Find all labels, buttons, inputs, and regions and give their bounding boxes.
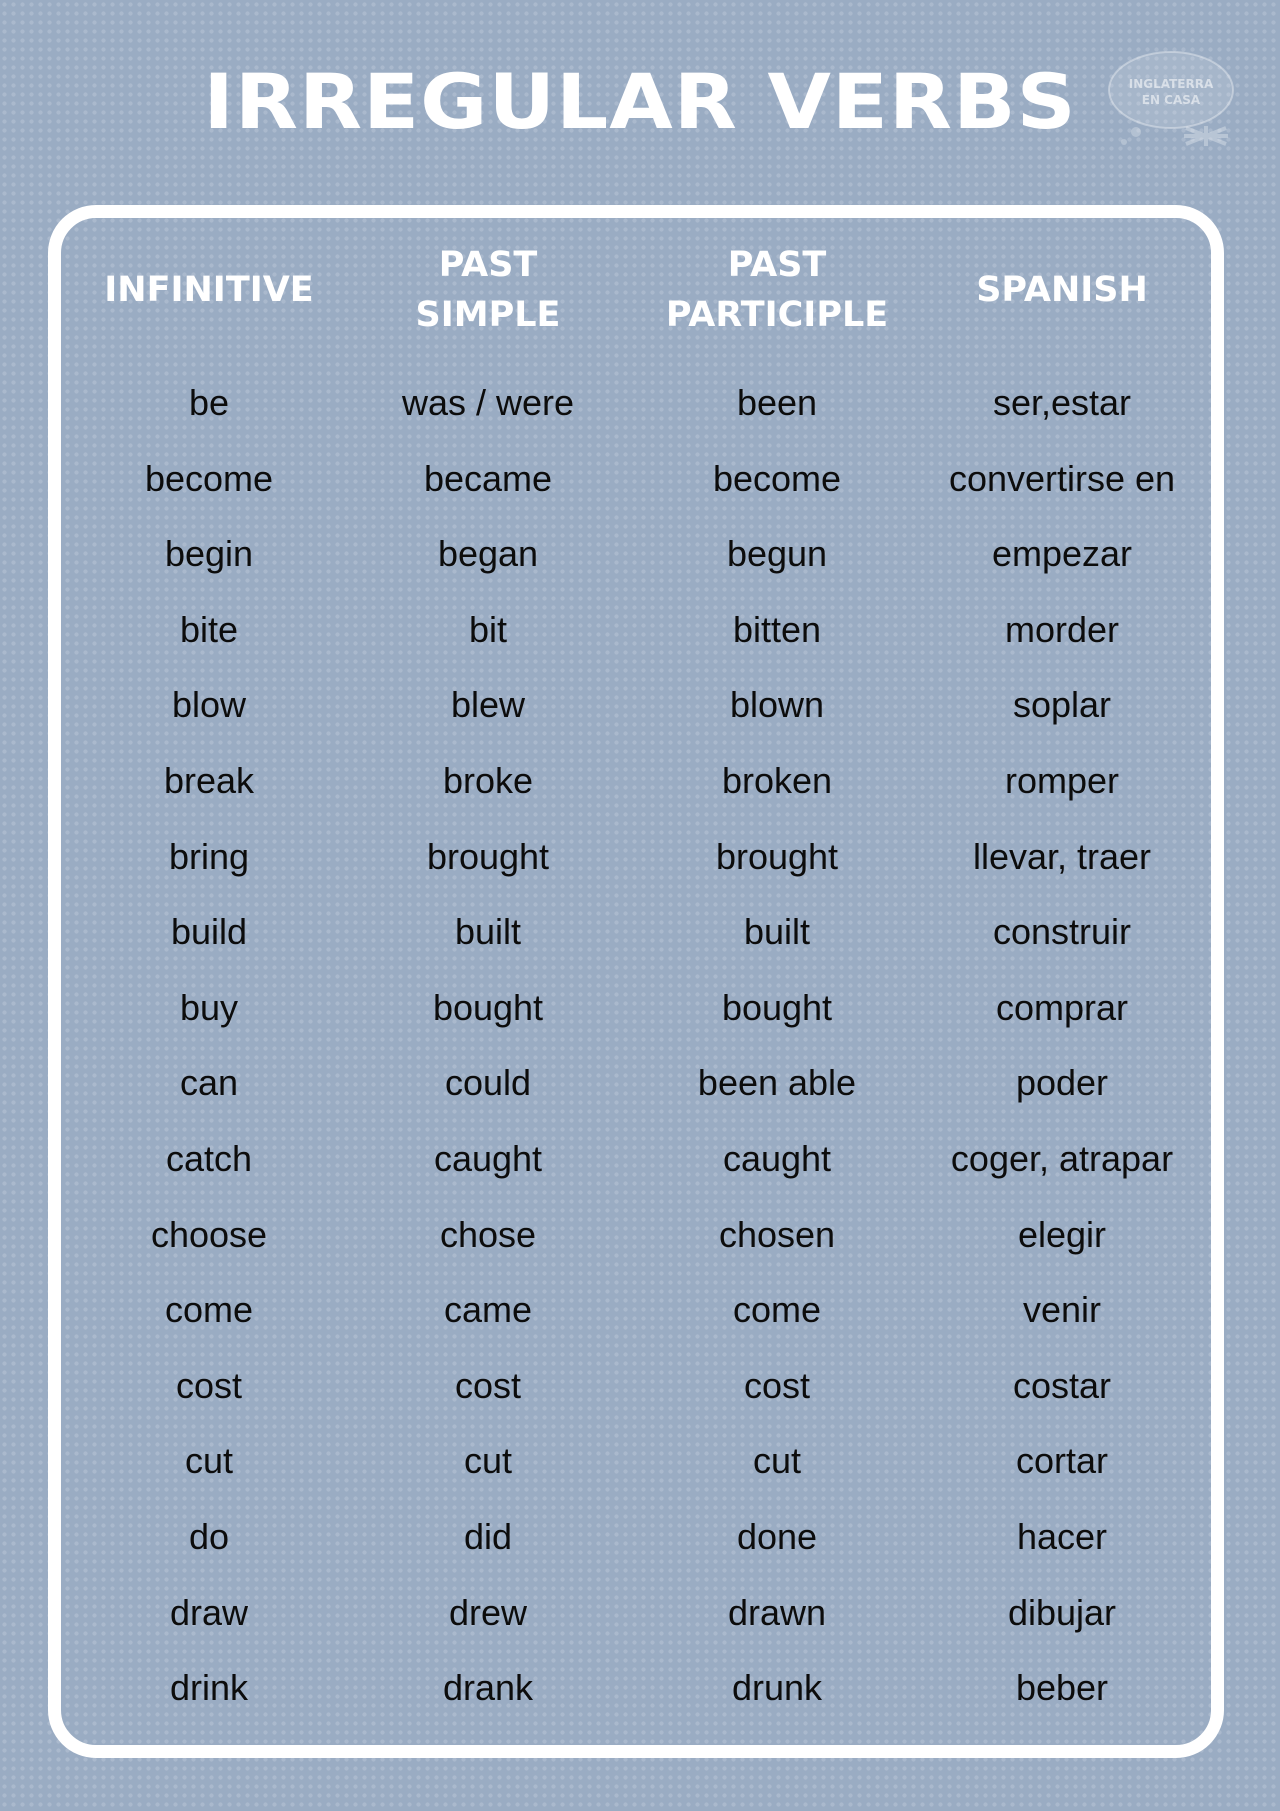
table-row: [0, 667, 1280, 743]
cell-infinitive: break: [163, 759, 255, 801]
cell-infinitive: bite: [179, 608, 239, 650]
cell-infinitive: cost: [175, 1364, 243, 1406]
cell-past-participle: cut: [752, 1440, 802, 1482]
table-row: [0, 365, 1280, 441]
table-row: [0, 1650, 1280, 1726]
cell-spanish: soplar: [1012, 684, 1112, 726]
cell-past-simple: drank: [442, 1667, 534, 1709]
cell-infinitive: drink: [169, 1667, 249, 1709]
cell-past-simple: chose: [439, 1213, 537, 1255]
cell-past-simple: did: [463, 1515, 513, 1557]
cell-past-simple: built: [454, 911, 522, 953]
table-row: [0, 1197, 1280, 1273]
cell-spanish: convertirse en: [948, 457, 1176, 499]
cell-spanish: comprar: [995, 986, 1129, 1028]
cell-infinitive: do: [188, 1515, 230, 1557]
cell-spanish: cortar: [1015, 1440, 1109, 1482]
column-header-infinitive: INFINITIVE: [104, 270, 314, 310]
table-row: [0, 1045, 1280, 1121]
logo-text: [1106, 76, 1236, 108]
cell-past-participle: caught: [722, 1137, 832, 1179]
cell-infinitive: bring: [168, 835, 250, 877]
cell-infinitive: cut: [184, 1440, 234, 1482]
cell-spanish: empezar: [991, 533, 1133, 575]
cell-past-participle: blown: [729, 684, 825, 726]
cell-past-simple: cut: [463, 1440, 513, 1482]
cell-past-participle: brought: [715, 835, 839, 877]
cell-spanish: dibujar: [1007, 1591, 1117, 1633]
cell-past-participle: drawn: [727, 1591, 827, 1633]
cell-spanish: llevar, traer: [972, 835, 1152, 877]
cell-spanish: coger, atrapar: [950, 1137, 1174, 1179]
table-row: [0, 970, 1280, 1046]
cell-past-participle: chosen: [718, 1213, 836, 1255]
column-header-spanish: SPANISH: [976, 270, 1148, 310]
cell-spanish: elegir: [1017, 1213, 1107, 1255]
cell-past-simple: bought: [432, 986, 544, 1028]
logo-line-1: INGLATERRA: [1128, 77, 1214, 91]
cell-infinitive: blow: [171, 684, 247, 726]
cell-past-simple: came: [443, 1289, 533, 1331]
cell-past-participle: been: [736, 382, 818, 423]
cell-infinitive: become: [144, 457, 274, 499]
cell-past-simple: brought: [426, 835, 550, 877]
table-row: [0, 1575, 1280, 1651]
cell-past-simple: caught: [433, 1137, 543, 1179]
cell-infinitive: buy: [179, 986, 239, 1028]
cell-spanish: construir: [992, 911, 1132, 953]
cell-past-participle: done: [736, 1515, 818, 1557]
column-header-past-simple: PAST SIMPLE: [415, 245, 561, 335]
table-row: [0, 1423, 1280, 1499]
table-row: [0, 1348, 1280, 1424]
cell-past-simple: broke: [442, 759, 534, 801]
table-row: [0, 1499, 1280, 1575]
table-row: [0, 1272, 1280, 1348]
cell-spanish: poder: [1015, 1062, 1109, 1104]
cell-past-simple: became: [423, 457, 553, 499]
table-row: [0, 441, 1280, 517]
logo: [1106, 48, 1236, 148]
verb-table-body: [0, 365, 1280, 1726]
cell-past-participle: drunk: [731, 1667, 823, 1709]
logo-line-2: EN CASA: [1141, 93, 1201, 107]
cell-past-simple: could: [444, 1062, 532, 1104]
cell-past-participle: broken: [721, 759, 833, 801]
cell-past-simple: was / were: [401, 382, 575, 423]
cell-infinitive: be: [188, 382, 230, 423]
table-row: [0, 743, 1280, 819]
table-header-row: [0, 240, 1280, 340]
cell-past-participle: bitten: [732, 608, 822, 650]
cell-past-simple: cost: [454, 1364, 522, 1406]
cell-past-participle: come: [732, 1289, 822, 1331]
cell-infinitive: can: [179, 1062, 239, 1104]
cell-spanish: beber: [1015, 1667, 1109, 1709]
table-row: [0, 592, 1280, 668]
cell-past-participle: been able: [697, 1062, 857, 1104]
page-title: IRREGULAR VERBS: [203, 58, 1077, 147]
cell-past-simple: blew: [450, 684, 526, 726]
table-row: [0, 819, 1280, 895]
cell-infinitive: begin: [164, 533, 254, 575]
cell-infinitive: choose: [150, 1213, 268, 1255]
cell-past-participle: built: [743, 911, 811, 953]
cell-spanish: ser,estar: [992, 382, 1132, 423]
cell-past-participle: begun: [726, 533, 828, 575]
cell-spanish: costar: [1012, 1364, 1112, 1406]
cell-spanish: morder: [1004, 608, 1120, 650]
table-row: [0, 1121, 1280, 1197]
cell-past-participle: become: [712, 457, 842, 499]
table-row: [0, 894, 1280, 970]
cell-infinitive: catch: [165, 1137, 253, 1179]
cell-past-simple: bit: [468, 608, 508, 650]
cell-spanish: venir: [1022, 1289, 1102, 1331]
cell-past-participle: cost: [743, 1364, 811, 1406]
cell-infinitive: come: [164, 1289, 254, 1331]
table-row: [0, 516, 1280, 592]
column-header-past-participle: PAST PARTICIPLE: [665, 245, 889, 335]
cell-infinitive: build: [170, 911, 248, 953]
cell-spanish: hacer: [1016, 1515, 1108, 1557]
cell-spanish: romper: [1004, 759, 1120, 801]
cell-past-participle: bought: [721, 986, 833, 1028]
cell-past-simple: drew: [448, 1591, 528, 1633]
cell-infinitive: draw: [169, 1591, 249, 1633]
cell-past-simple: began: [437, 533, 539, 575]
